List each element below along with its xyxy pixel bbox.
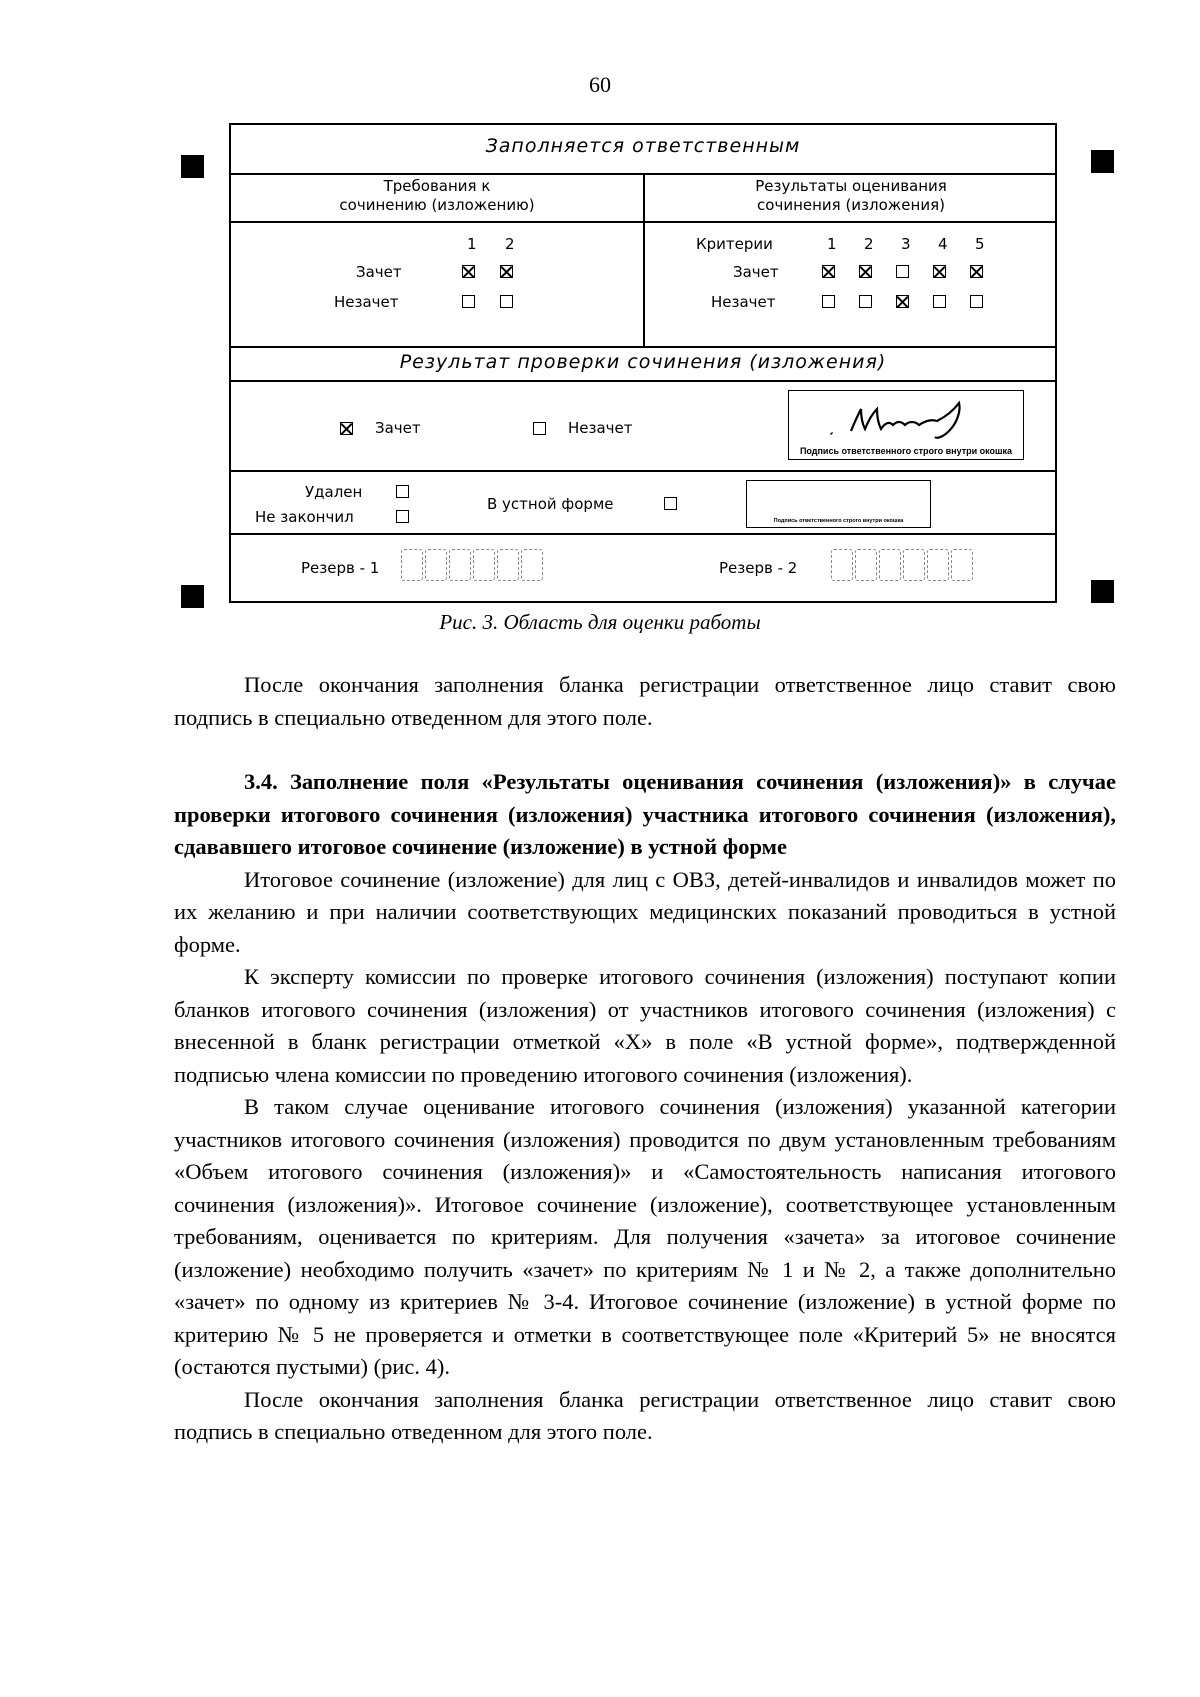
criterion1-nezachet-checkbox[interactable] xyxy=(822,295,835,308)
digit-box[interactable] xyxy=(449,549,471,581)
oral-signature-caption: Подпись ответственного строго внутри окошка xyxy=(773,518,904,524)
signature-caption: Подпись ответственного строго внутри окошка xyxy=(799,446,1013,456)
criteria-label: Критерии xyxy=(696,235,773,253)
paragraph-oral-form: Итоговое сочинение (изложение) для лиц с ОВЗ, детей-инвалидов и инвалидов может по их желанию и при наличии соответствующих медицинских показаний проводиться в устной форме. xyxy=(174,866,1116,957)
signature-box[interactable] xyxy=(788,390,1024,460)
handwritten-signature xyxy=(789,391,1025,447)
criterion3-zachet-checkbox[interactable] xyxy=(896,265,909,278)
req1-zachet-checkbox[interactable] xyxy=(462,265,475,278)
section-heading: 3.4. Заполнение поля «Результаты оценивания сочинения (изложения)» в случае проверки итогового сочинения (изложения) участника итогового сочинения (изложения), сдававшего итоговое сочинение (изложение) в устной форме xyxy=(174,769,1116,859)
not-finished-label: Не закончил xyxy=(255,508,354,526)
digit-box[interactable] xyxy=(521,549,543,581)
criterion5-nezachet-checkbox[interactable] xyxy=(970,295,983,308)
oral-form-label: В устной форме xyxy=(487,495,614,513)
criteria-column-5: 5 xyxy=(975,235,985,253)
criterion1-zachet-checkbox[interactable] xyxy=(822,265,835,278)
result-nezachet-checkbox[interactable] xyxy=(533,422,546,435)
reserve1-digit-boxes[interactable] xyxy=(401,549,545,581)
criterion3-nezachet-checkbox[interactable] xyxy=(896,295,909,308)
reserve1-label: Резерв - 1 xyxy=(301,559,380,577)
digit-box[interactable] xyxy=(473,549,495,581)
digit-box[interactable] xyxy=(951,549,973,581)
registration-marker-bottom-left xyxy=(181,585,204,608)
criteria-column-3: 3 xyxy=(901,235,911,253)
criteria-column-4: 4 xyxy=(938,235,948,253)
evaluation-form xyxy=(229,123,1057,603)
paragraph-signature-note: После окончания заполнения бланка регистрации ответственное лицо ставит свою подпись в специально отведенном для этого поле. xyxy=(174,672,1116,730)
reserve2-label: Резерв - 2 xyxy=(719,559,798,577)
requirements-header: Требования к сочинению (изложению) xyxy=(339,177,535,214)
results-header: Результаты оценивания сочинения (изложения) xyxy=(755,177,947,214)
criteria-nezachet-label: Незачет xyxy=(711,293,776,311)
paragraph-expert-copies: К эксперту комиссии по проверке итогового сочинения (изложения) поступают копии бланков итогового сочинения (изложения) от участников итогового сочинения (изложения) с внесенной в бланк регистрации отметкой «Х» в поле «В устной форме», подтвержденной подписью члена комиссии по проведению итогового сочинения (изложения). xyxy=(174,964,1116,1087)
paragraph-evaluation-rules: В таком случае оценивание итогового сочинения (изложения) указанной категории участников итогового сочинения (изложения) проводится по двум установленным требованиям «Объем итогового сочинения (изложения)» и «Самостоятельность написания итогового сочинения (изложения)». Итоговое сочинение (изложение), соответствующее установленным требованиям, оценивается по критериям. Для получения «зачета» за итоговое сочинение (изложение) необходимо получить «зачет» по критериям № 1 и № 2, а также дополнительно «зачет» по одному из критериев № 3-4. Итоговое сочинение (изложение) в устной форме по критерию № 5 не проверяется и отметки в соответствующее поле «Критерий 5» не вносятся (остаются пустыми) (рис. 4). xyxy=(174,1094,1116,1379)
registration-marker-bottom-right xyxy=(1091,580,1114,603)
result-nezachet-label: Незачет xyxy=(568,419,633,437)
digit-box[interactable] xyxy=(401,549,423,581)
req2-nezachet-checkbox[interactable] xyxy=(500,295,513,308)
page-number: 60 xyxy=(589,72,611,97)
digit-box[interactable] xyxy=(903,549,925,581)
criteria-column-1: 1 xyxy=(827,235,837,253)
criterion5-zachet-checkbox[interactable] xyxy=(970,265,983,278)
criterion4-zachet-checkbox[interactable] xyxy=(933,265,946,278)
criteria-column-2: 2 xyxy=(864,235,874,253)
oral-signature-box[interactable] xyxy=(746,480,931,528)
req2-zachet-checkbox[interactable] xyxy=(500,265,513,278)
digit-box[interactable] xyxy=(497,549,519,581)
check-result-title: Результат проверки сочинения (изложения) xyxy=(399,351,887,373)
req-column-1: 1 xyxy=(467,235,477,253)
digit-box[interactable] xyxy=(927,549,949,581)
registration-marker-top-right xyxy=(1091,150,1114,173)
form-title: Заполняется ответственным xyxy=(485,135,801,157)
digit-box[interactable] xyxy=(831,549,853,581)
req-zachet-label: Зачет xyxy=(356,263,402,281)
criterion4-nezachet-checkbox[interactable] xyxy=(933,295,946,308)
removed-label: Удален xyxy=(305,483,363,501)
result-zachet-label: Зачет xyxy=(375,419,421,437)
removed-checkbox[interactable] xyxy=(396,485,409,498)
digit-box[interactable] xyxy=(855,549,877,581)
paragraph-final-signature: После окончания заполнения бланка регистрации ответственное лицо ставит свою подпись в специально отведенном для этого поле. xyxy=(174,1386,1116,1444)
result-zachet-checkbox[interactable] xyxy=(340,422,353,435)
criterion2-nezachet-checkbox[interactable] xyxy=(859,295,872,308)
reserve2-digit-boxes[interactable] xyxy=(831,549,975,581)
registration-marker-top-left xyxy=(181,155,204,178)
digit-box[interactable] xyxy=(425,549,447,581)
req1-nezachet-checkbox[interactable] xyxy=(462,295,475,308)
figure-caption: Рис. 3. Область для оценки работы xyxy=(439,610,761,634)
digit-box[interactable] xyxy=(879,549,901,581)
oral-form-checkbox[interactable] xyxy=(664,497,677,510)
criterion2-zachet-checkbox[interactable] xyxy=(859,265,872,278)
req-nezachet-label: Незачет xyxy=(334,293,399,311)
req-column-2: 2 xyxy=(505,235,515,253)
criteria-zachet-label: Зачет xyxy=(733,263,779,281)
not-finished-checkbox[interactable] xyxy=(396,510,409,523)
